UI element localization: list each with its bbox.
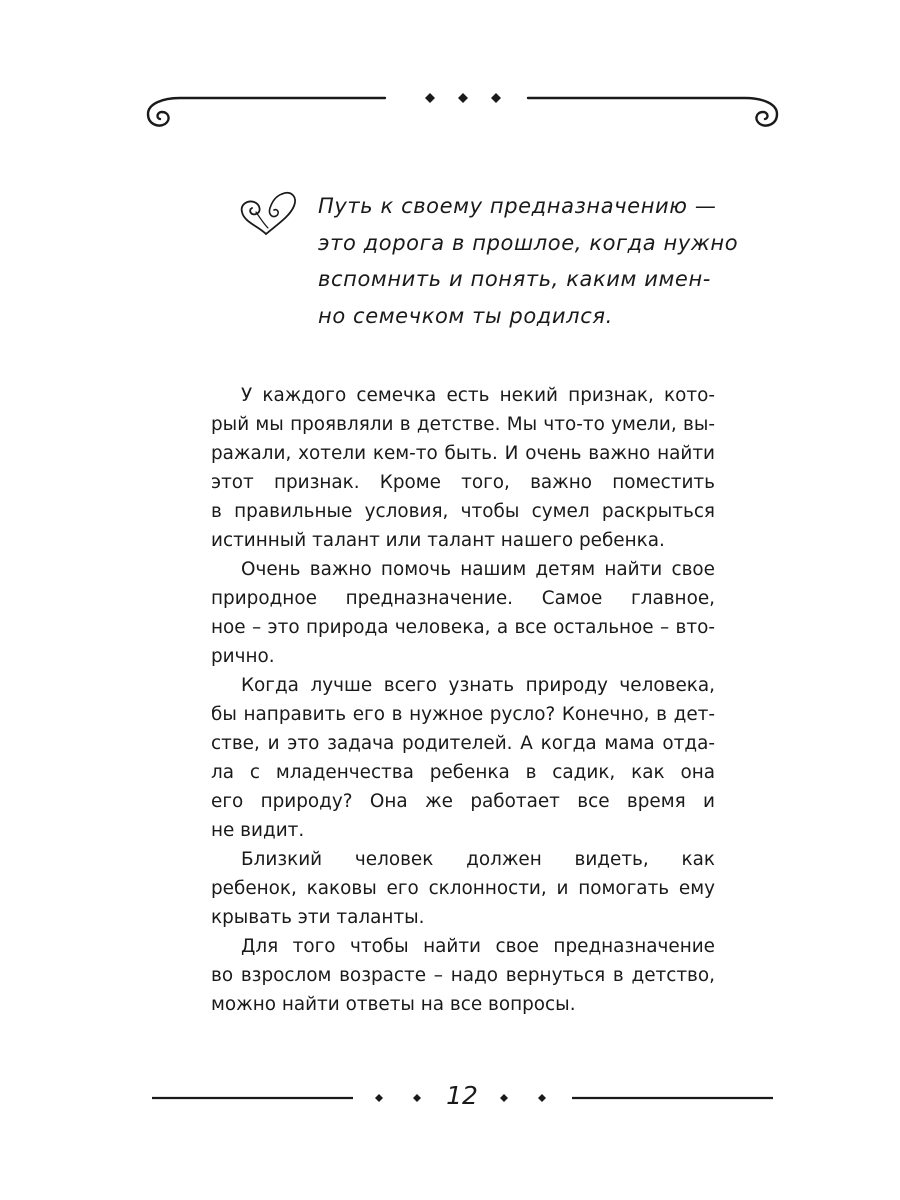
text-line: не видит. [211, 820, 305, 841]
text-line: крывать эти таланты. [211, 907, 425, 928]
diamond-icon [458, 93, 468, 103]
epigraph [318, 188, 739, 334]
text-line: в правильные условия, чтобы сумел раскрыться [211, 501, 715, 522]
paragraph [211, 671, 715, 845]
body-text [211, 381, 715, 1019]
epigraph-line: но семечком ты родился. [318, 303, 613, 328]
text-line: рый мы проявляли в детстве. Мы что-то умели, вы- [211, 414, 715, 435]
paragraph [211, 845, 715, 932]
text-line: природное предназначение. Самое главное, [211, 588, 715, 609]
diamond-icon [500, 1094, 508, 1102]
diamond-icon [425, 93, 435, 103]
epigraph-line: это дорога в прошлое, когда нужно [318, 230, 739, 255]
text-line: этот признак. Кроме того, важно поместить [211, 472, 715, 493]
text-line: ла с младенчества ребенка в садик, как она [211, 762, 715, 783]
text-line: ное – это природа человека, а все остальное – вто- [211, 617, 715, 638]
diamond-icon [413, 1094, 421, 1102]
text-line: Когда лучше всего узнать природу человека, [241, 675, 715, 696]
epigraph-line: вспомнить и понять, каким имен- [318, 267, 711, 291]
text-line: рично. [211, 646, 275, 667]
paragraph [211, 932, 715, 1019]
heart-swirl-icon [238, 188, 300, 240]
text-line: бы направить его в нужное русло? Конечно, в дет- [211, 704, 715, 725]
paragraph [211, 381, 715, 555]
text-line: его природу? Она же работает все время и [211, 791, 715, 812]
text-line: можно найти ответы на все вопросы. [211, 994, 576, 1015]
epigraph-line: Путь к своему предназначению — [318, 194, 717, 218]
paragraph [211, 555, 715, 671]
text-line: У каждого семечка есть некий признак, кото- [241, 385, 715, 406]
page-number: 12 [446, 1081, 478, 1110]
text-line: во взрослом возрасте – надо вернуться в детство, [211, 965, 715, 986]
text-line: Очень важно помочь нашим детям найти свое [241, 559, 715, 580]
text-line: Близкий человек должен видеть, как [241, 849, 715, 870]
text-line: ражали, хотели кем-то быть. И очень важно найти [211, 443, 715, 464]
text-line: стве, и это задача родителей. А когда мама отда- [211, 733, 715, 754]
text-line: Для того чтобы найти свое предназначение [241, 936, 715, 957]
diamond-icon [491, 93, 501, 103]
diamond-icon [538, 1094, 546, 1102]
text-line: истинный талант или талант нашего ребенка. [211, 530, 665, 551]
top-ornament [140, 72, 785, 132]
text-line: ребенок, каковы его склонности, и помогать ему [211, 878, 715, 899]
diamond-icon [375, 1094, 383, 1102]
